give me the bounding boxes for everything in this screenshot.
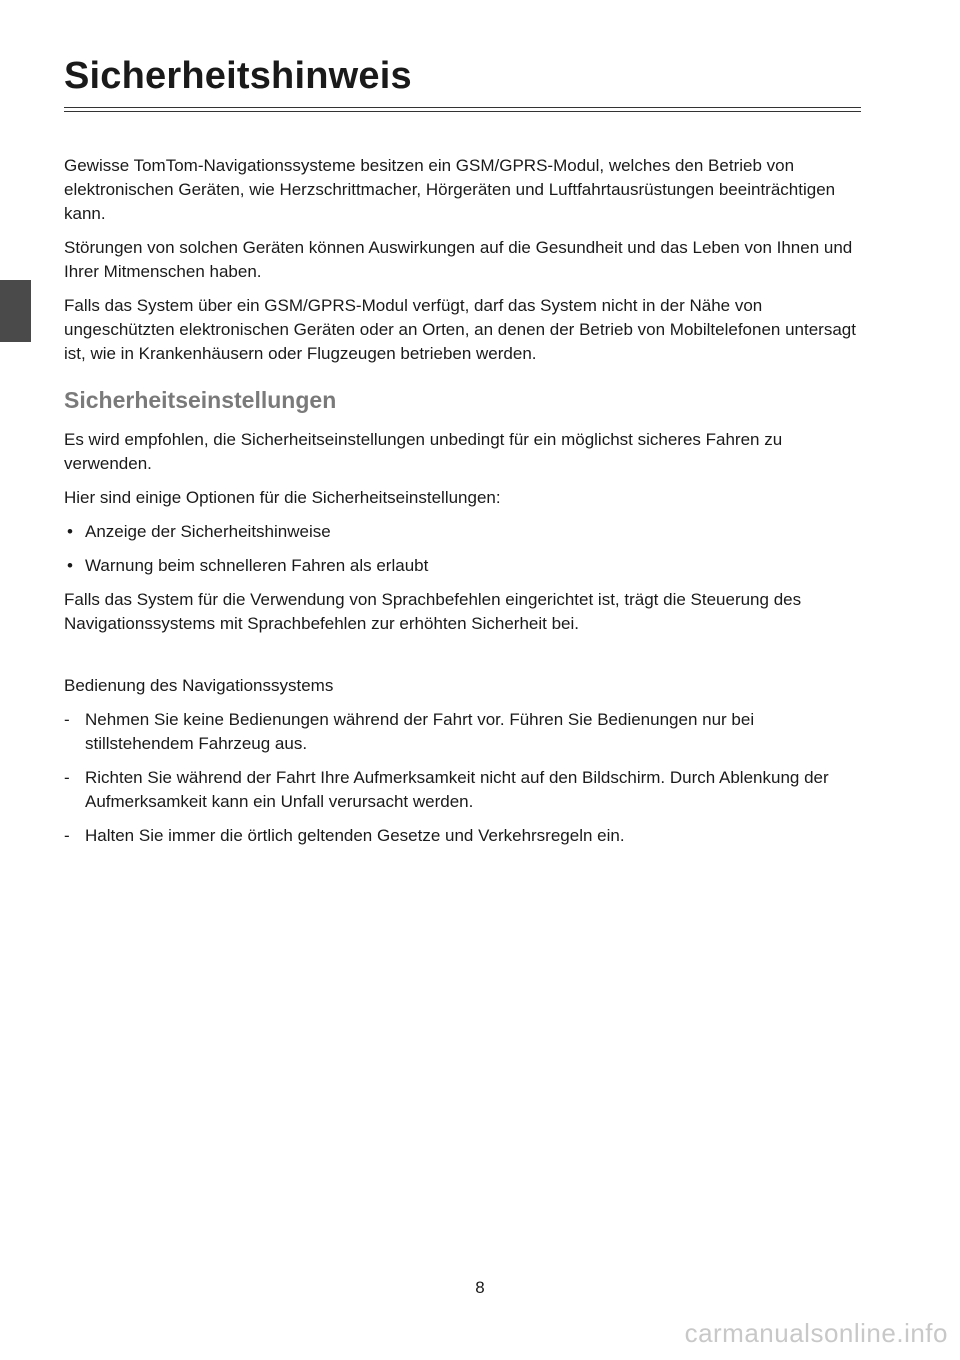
list-item	[64, 520, 860, 544]
page-number: 8	[475, 1278, 485, 1297]
list-item	[64, 708, 860, 756]
list-item	[64, 824, 860, 848]
dash-marker: -	[64, 826, 70, 845]
title-rule-bottom	[64, 111, 861, 112]
intro-paragraph: Falls das System über ein GSM/GPRS-Modul verfügt, darf das System nicht in der Nähe von ungeschützten elektronischen Geräten oder an Orten, an denen der Betrieb von Mobiltelefonen untersagt ist, wie in Krankenhäusern oder Flugzeugen betrieben werden.	[64, 296, 856, 363]
main-content	[64, 154, 860, 858]
list-item-text: Richten Sie während der Fahrt Ihre Aufmerksamkeit nicht auf den Bildschirm. Durch Ablenkung der Aufmerksamkeit kann ein Unfall verursacht werden.	[85, 768, 829, 811]
page-title: Sicherheitshinweis	[64, 55, 412, 97]
list-item	[64, 766, 860, 814]
intro-paragraph: Störungen von solchen Geräten können Auswirkungen auf die Gesundheit und das Leben von Ihnen und Ihrer Mitmenschen haben.	[64, 238, 853, 281]
safety-options-list	[64, 520, 860, 578]
section-paragraph: Falls das System für die Verwendung von Sprachbefehlen eingerichtet ist, trägt die Steuerung des Navigationssystems mit Sprachbefehlen zur erhöhten Sicherheit bei.	[64, 590, 802, 633]
watermark-text: carmanualsonline.info	[684, 1318, 948, 1348]
bullet-marker: •	[67, 522, 73, 541]
section-paragraph: Es wird empfohlen, die Sicherheitseinstellungen unbedingt für ein möglichst sicheres Fahren zu verwenden.	[64, 430, 783, 473]
list-item	[64, 554, 860, 578]
bullet-marker: •	[67, 556, 73, 575]
list-item-text: Halten Sie immer die örtlich geltenden Gesetze und Verkehrsregeln ein.	[85, 826, 625, 845]
operation-heading: Bedienung des Navigationssystems	[64, 676, 334, 695]
list-item-text: Anzeige der Sicherheitshinweise	[85, 522, 331, 541]
dash-marker: -	[64, 768, 70, 787]
spacer	[64, 646, 860, 674]
operation-rules-list	[64, 708, 860, 848]
intro-paragraph: Gewisse TomTom-Navigationssysteme besitzen ein GSM/GPRS-Modul, welches den Betrieb von elektronischen Geräten, wie Herzschrittmacher, Hörgeräten und Luftfahrtausrüstungen beeinträchtigen kann.	[64, 156, 836, 223]
section-paragraph: Hier sind einige Optionen für die Sicherheitseinstellungen:	[64, 488, 501, 507]
list-item-text: Nehmen Sie keine Bedienungen während der Fahrt vor. Führen Sie Bedienungen nur bei stillstehendem Fahrzeug aus.	[85, 710, 755, 753]
chapter-tab-marker	[0, 280, 31, 342]
section-heading-safety-settings: Sicherheitseinstellungen	[64, 387, 337, 413]
list-item-text: Warnung beim schnelleren Fahren als erlaubt	[85, 556, 429, 575]
dash-marker: -	[64, 710, 70, 729]
title-rule-top	[64, 107, 861, 108]
